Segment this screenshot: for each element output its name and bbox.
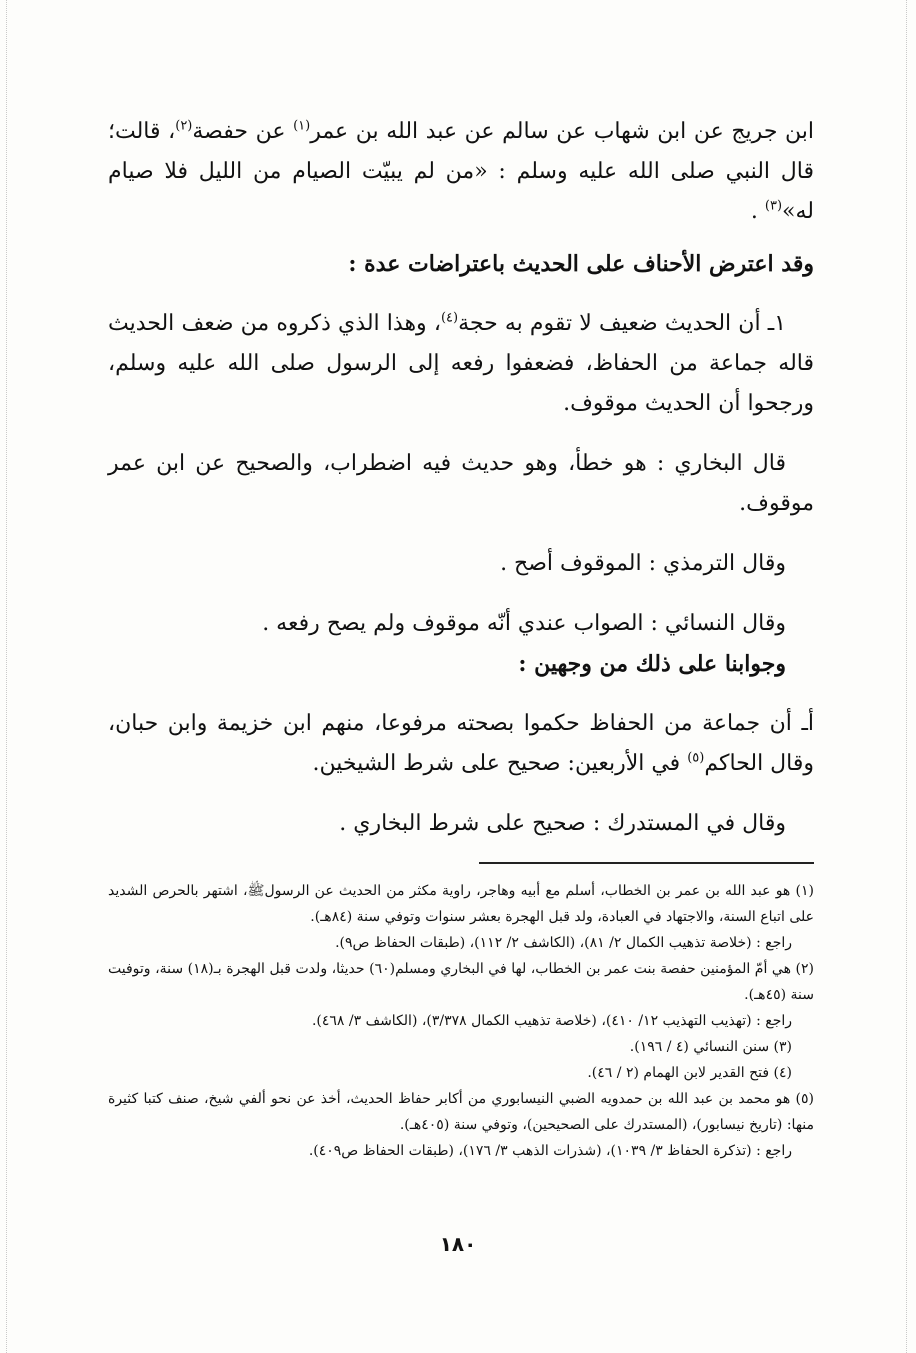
mustadrak-quote: وقال في المستدرك : صحيح على شرط البخاري . [339,811,786,836]
answer-heading: وجوابنا على ذلك من وجهين : [518,651,786,677]
footnote-1: (١) هو عبد الله بن عمر بن الخطاب، أسلم مع أبيه وهاجر، راوية مكثر من الحديث عن الرسولﷺ، اشتهر بالحرص الشديد على اتباع السنة، والاجتهاد في العبادة، ولد قبل الهجرة بعشر سنوات وتوفي سنة (٨٤هـ). [108,883,814,925]
footnote-ref-5: (٥) [687,750,705,766]
nasai-quote: وقال النسائي : الصواب عندي أنّه موقوف ولم يصح رفعه . [262,611,786,636]
footnote-2-references: راجع : (تهذيب التهذيب ١٢/ ٤١٠)، (خلاصة تذهيب الكمال ٣/٣٧٨)، (الكاشف ٣/ ٤٦٨). [311,1013,792,1029]
footnote-4: (٤) فتح القدير لابن الهمام (٢ / ٤٦). [587,1065,792,1081]
footnote-1-references: راجع : (خلاصة تذهيب الكمال ٢/ ٨١)، (الكاشف ٢/ ١١٢)، (طبقات الحفاظ ص٩). [335,935,792,951]
book-page [108,112,814,1164]
footnotes [108,878,814,1164]
objection-1: ١ـ أن الحديث ضعيف لا تقوم به حجة$^{(٤)}$، وهذا الذي ذكروه من ضعف الحديث قاله جماعة من الحفاظ، فضعفوا رفعه إلى الرسول صلى الله عليه وسلم، ورجحوا أن الحديث موقوف. [108,310,814,416]
footnote-5: (٥) هو محمد بن عبد الله بن حمدويه الضبي النيسابوري من أكابر حفاظ الحديث، أخذ عن نحو ألفي شيخ، صنف كتبا كثيرة منها: (تاريخ نيسابور)، (المستدرك على الصحيحين)، وتوفي سنة (٤٠٥هـ). [108,1091,814,1133]
paragraph-hadith: ابن جريج عن ابن شهاب عن سالم عن عبد الله بن عمر$^{(١)}$ عن حفصة$^{(٢)}$، قالت؛ قال النبي صلى الله عليه وسلم : «من لم يبيّت الصيام من الليل فلا صيام له»$^{(٣)}$ . [108,118,814,224]
page-number: ١٨٠ [439,1232,477,1256]
bukhari-quote: قال البخاري : هو خطأ، وهو حديث فيه اضطراب، والصحيح عن ابن عمر موقوف. [108,451,814,516]
margin-guide-left [6,0,7,1353]
tirmidhi-quote: وقال الترمذي : الموقوف أصح . [500,551,786,576]
footnote-ref-2: (٢) [175,118,193,134]
footnote-3: (٣) سنن النسائي (٤ / ١٩٦). [629,1039,792,1055]
footnote-ref-1: (١) [293,118,311,134]
answer-a: أـ أن جماعة من الحفاظ حكموا بصحته مرفوعا، منهم ابن خزيمة وابن حبان، وقال الحاكم$^{(٥)}$ في الأربعين: صحيح على شرط الشيخين. [108,711,814,776]
objections-heading: وقد اعترض الأحناف على الحديث باعتراضات عدة : [348,251,814,277]
main-text [108,112,814,844]
margin-guide-right [906,0,907,1353]
footnote-separator [479,862,814,864]
footnote-ref-3: (٣) [764,198,783,214]
footnote-2: (٢) هي أمّ المؤمنين حفصة بنت عمر بن الخطاب، لها في البخاري ومسلم(٦٠) حديثا، ولدت قبل الهجرة بـ(١٨) سنة، وتوفيت سنة (٤٥هـ). [108,961,814,1003]
footnote-5-references: راجع : (تذكرة الحفاظ ٣/ ١٠٣٩)، (شذرات الذهب ٣/ ١٧٦)، (طبقات الحفاظ ص٤٠٩). [308,1143,792,1159]
footnote-ref-4: (٤) [440,310,459,326]
